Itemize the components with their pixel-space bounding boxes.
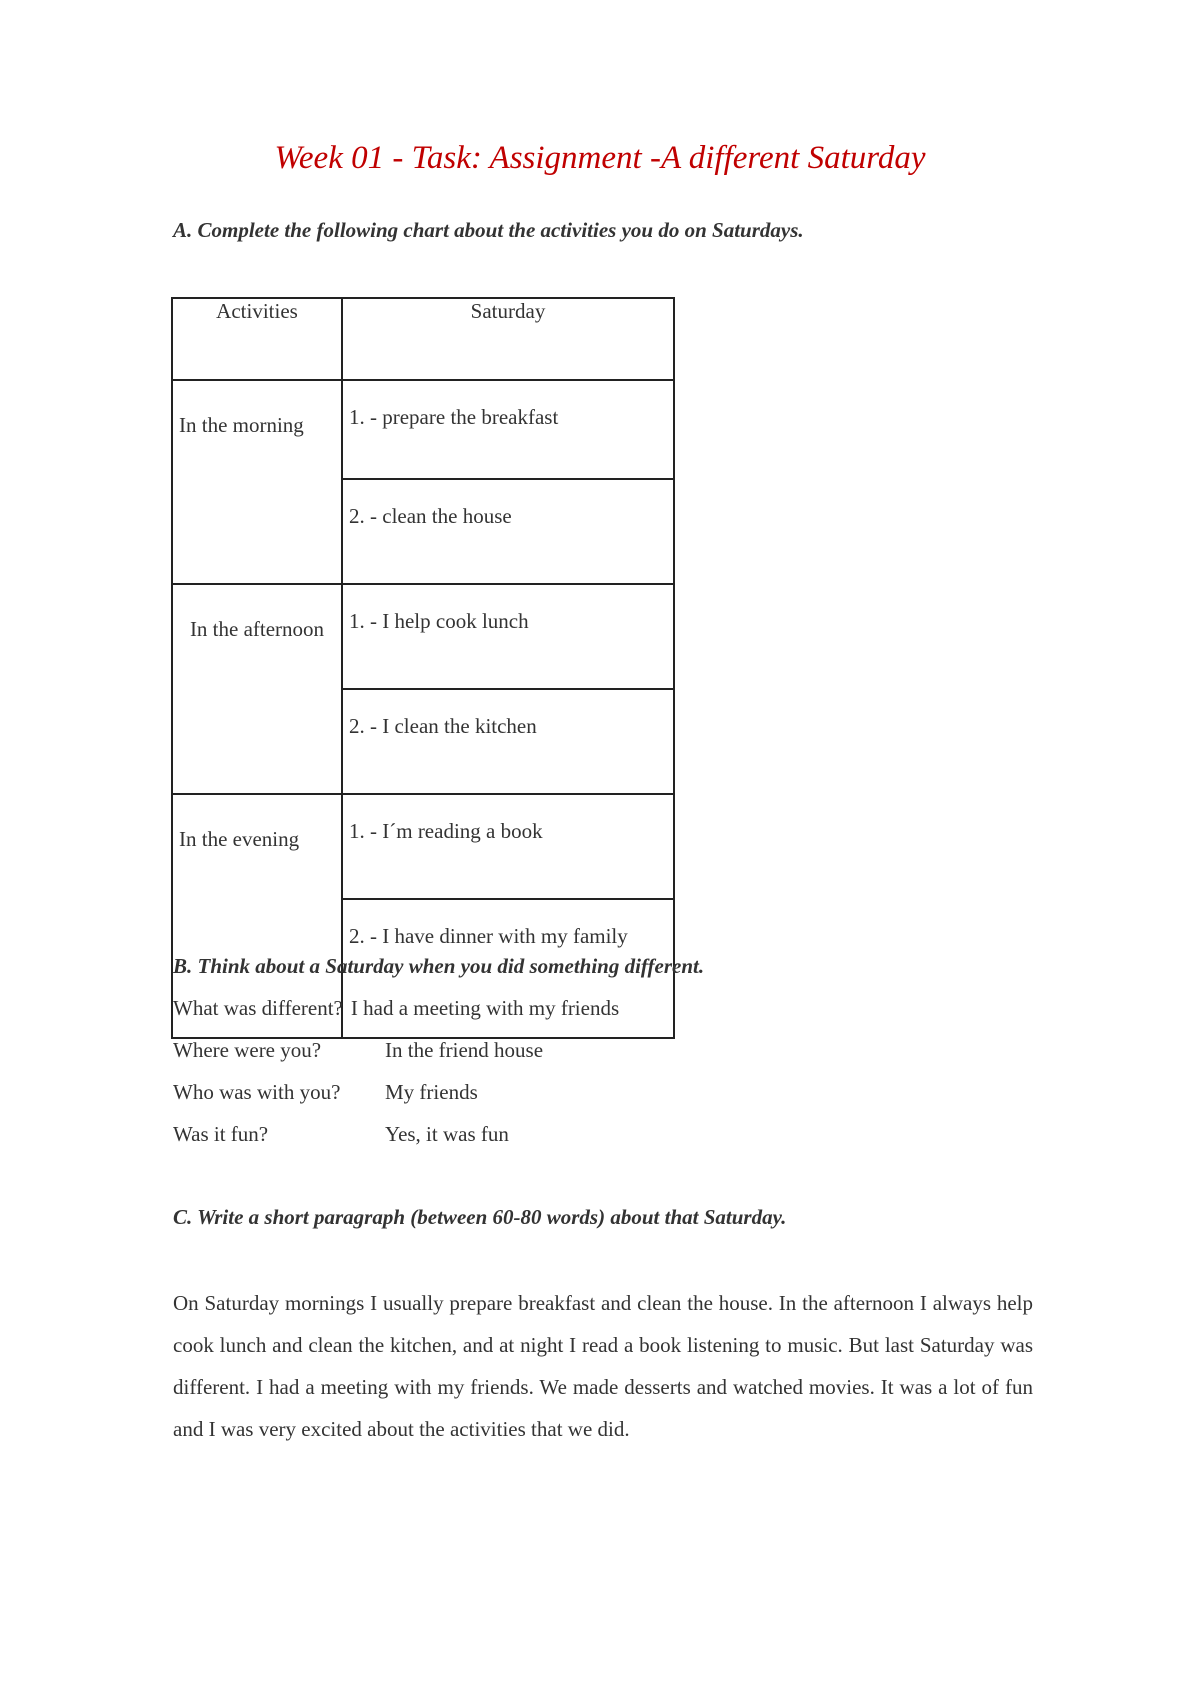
period-morning: In the morning xyxy=(172,380,342,584)
table-row xyxy=(172,794,674,899)
page-title: Week 01 - Task: Assignment -A different Saturday xyxy=(274,140,926,176)
activity-item: 1. - I help cook lunch xyxy=(342,584,674,689)
table-row xyxy=(172,584,674,689)
qa-row xyxy=(173,996,619,1021)
question-text: Who was with you? xyxy=(173,1080,341,1104)
question-text: What was different? xyxy=(173,996,343,1020)
qa-row xyxy=(173,1122,509,1147)
answer-text: I had a meeting with my friends xyxy=(350,996,620,1020)
section-a-heading: A. Complete the following chart about the activities you do on Saturdays. xyxy=(173,218,804,242)
qa-row xyxy=(173,1038,543,1063)
answer-text: In the friend house xyxy=(385,1038,544,1062)
activity-item: 2. - clean the house xyxy=(342,479,674,584)
section-c-heading: C. Write a short paragraph (between 60-80 words) about that Saturday. xyxy=(173,1205,787,1229)
answer-text: Yes, it was fun xyxy=(385,1122,509,1146)
activity-item: 1. - I´m reading a book xyxy=(342,794,674,899)
activities-table xyxy=(171,297,675,1039)
activity-item: 1. - prepare the breakfast xyxy=(342,380,674,479)
period-evening: In the evening xyxy=(172,794,342,1038)
table-row xyxy=(172,380,674,479)
question-text: Was it fun? xyxy=(173,1122,269,1146)
answer-text: My friends xyxy=(385,1080,478,1104)
header-saturday: Saturday xyxy=(342,298,674,380)
qa-row xyxy=(173,1080,478,1105)
activity-item: 2. - I have dinner with my family xyxy=(342,899,674,1038)
header-activities: Activities xyxy=(172,298,342,380)
period-afternoon: In the afternoon xyxy=(172,584,342,794)
question-text: Where were you? xyxy=(173,1038,322,1062)
saturday-paragraph: On Saturday mornings I usually prepare breakfast and clean the house. In the afternoon I always help cook lunch and clean the kitchen, and at night I read a book listening to music. But last Saturday was different. I had a meeting with my friends. We made desserts and watched movies. It was a lot of fun and I was very excited about the activities that we did. xyxy=(173,1291,1033,1441)
table-header-row xyxy=(172,298,674,380)
section-b-heading: B. Think about a Saturday when you did something different. xyxy=(173,954,705,978)
activity-item: 2. - I clean the kitchen xyxy=(342,689,674,794)
